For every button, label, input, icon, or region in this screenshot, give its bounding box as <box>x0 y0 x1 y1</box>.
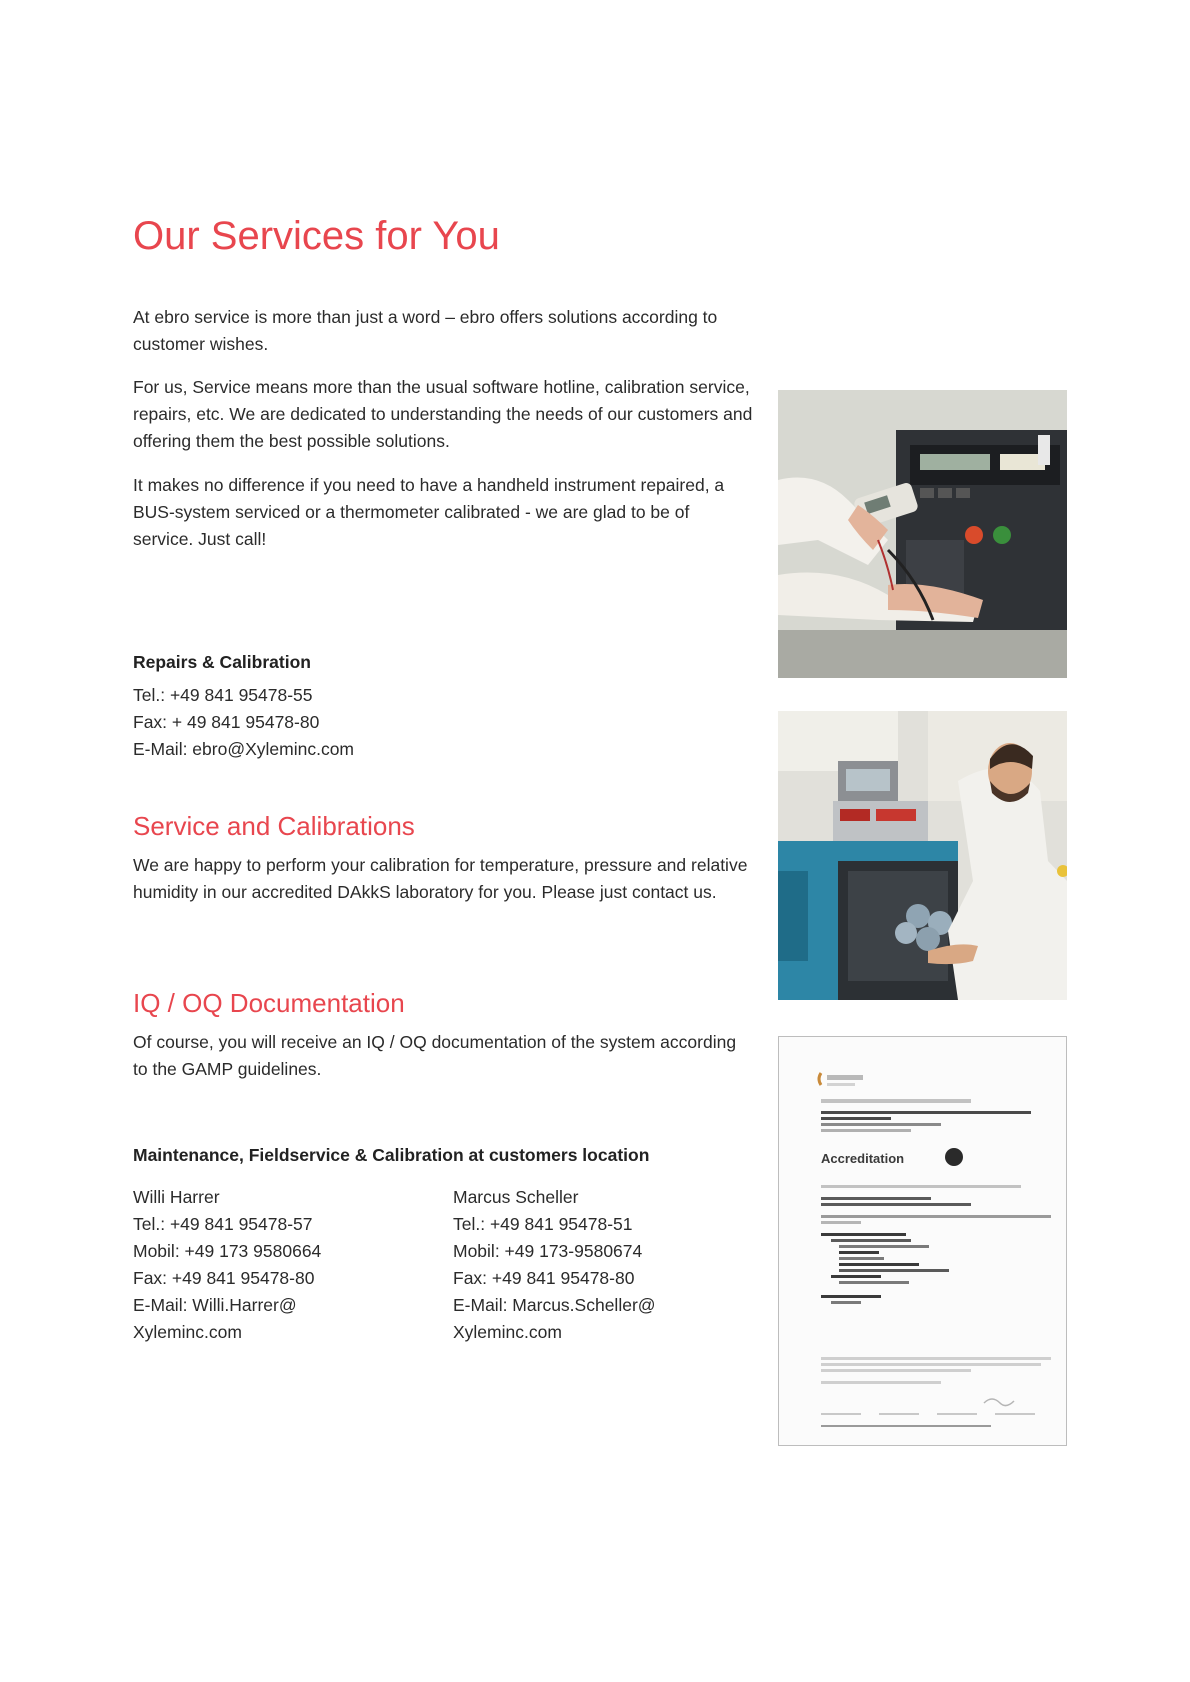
contact-name: Willi Harrer <box>133 1187 220 1207</box>
photo-lab-technician-illustration <box>778 711 1067 1000</box>
certificate-document-illustration <box>779 1037 1066 1445</box>
contact-email[interactable]: E-Mail: Marcus.Scheller@ <box>453 1295 656 1315</box>
iq-oq-heading: IQ / OQ Documentation <box>133 988 405 1018</box>
certificate-heading: Accreditation <box>821 1151 905 1166</box>
contact-email-domain[interactable]: Xyleminc.com <box>133 1322 242 1342</box>
contact-email[interactable]: E-Mail: Willi.Harrer@ <box>133 1295 297 1315</box>
repairs-contact <box>133 682 354 763</box>
service-calibrations-heading: Service and Calibrations <box>133 811 415 841</box>
contact-fax: Fax: +49 841 95478-80 <box>453 1268 635 1288</box>
repairs-heading: Repairs & Calibration <box>133 652 311 672</box>
page-title: Our Services for You <box>133 214 500 258</box>
contact-mobil: Mobil: +49 173-9580674 <box>453 1241 643 1261</box>
contact-willi-harrer <box>133 1184 321 1346</box>
contact-tel: Tel.: +49 841 95478-57 <box>133 1214 313 1234</box>
contact-mobil: Mobil: +49 173 9580664 <box>133 1241 322 1261</box>
contact-email-domain[interactable]: Xyleminc.com <box>453 1322 562 1342</box>
repairs-tel: Tel.: +49 841 95478-55 <box>133 685 313 705</box>
photo-lab-technician <box>778 711 1067 1000</box>
contact-fax: Fax: +49 841 95478-80 <box>133 1268 315 1288</box>
intro-paragraph-2: For us, Service means more than the usual software hotline, calibration service, repairs, etc. We are dedicated to understanding the needs of our customers and offering them the best possible solutions. <box>133 377 753 451</box>
intro-paragraph-3: It makes no difference if you need to have a handheld instrument repaired, a BUS-system serviced or a thermometer calibrated - we are glad to be of service. Just call! <box>133 475 725 549</box>
repairs-fax: Fax: + 49 841 95478-80 <box>133 712 320 732</box>
photo-handheld-calibration <box>778 390 1067 678</box>
repairs-email[interactable]: E-Mail: ebro@Xyleminc.com <box>133 739 355 759</box>
iq-oq-text: Of course, you will receive an IQ / OQ documentation of the system according to the GAMP guidelines. <box>133 1032 737 1079</box>
photo-handheld-calibration-illustration <box>778 390 1067 678</box>
contact-marcus-scheller <box>453 1184 656 1346</box>
intro-paragraph-1: At ebro service is more than just a word – ebro offers solutions according to customer wishes. <box>133 307 718 354</box>
contact-name: Marcus Scheller <box>453 1187 579 1207</box>
service-calibrations-text: We are happy to perform your calibration for temperature, pressure and relative humidity in our accredited DAkkS laboratory for you. Please just contact us. <box>133 855 748 902</box>
accreditation-certificate <box>778 1036 1067 1446</box>
contact-tel: Tel.: +49 841 95478-51 <box>453 1214 633 1234</box>
maintenance-heading: Maintenance, Fieldservice & Calibration at customers location <box>133 1145 650 1165</box>
